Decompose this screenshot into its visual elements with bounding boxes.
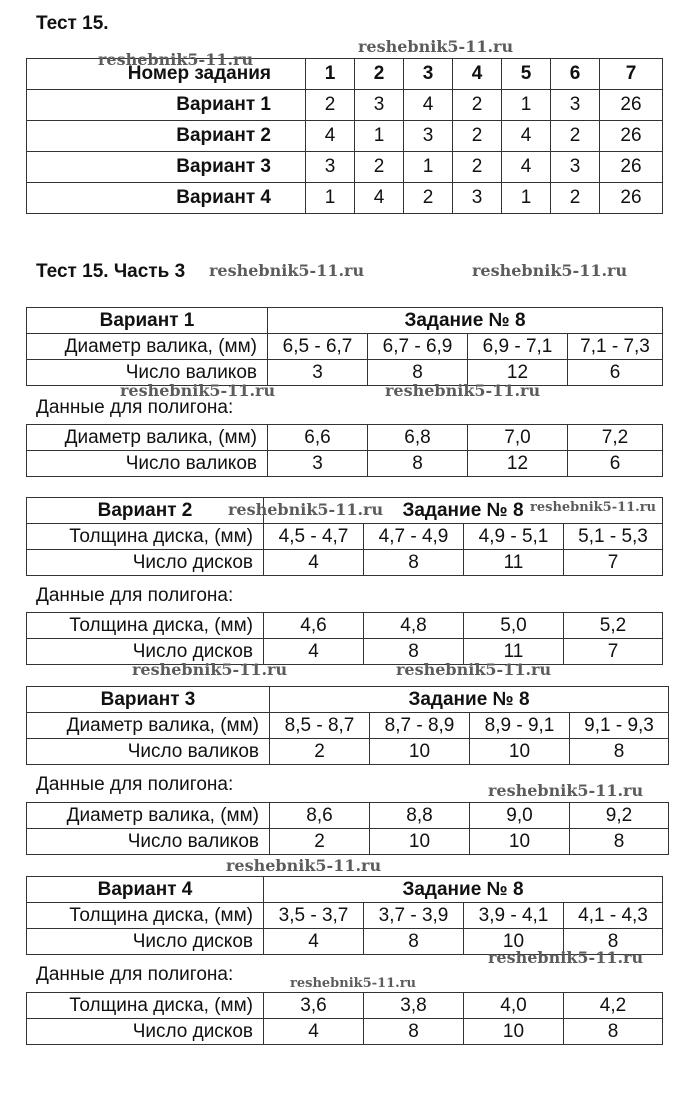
- count-cell: 7: [564, 550, 663, 576]
- task-number: 6: [551, 59, 600, 90]
- count-cell: 8: [368, 360, 468, 386]
- midpoint-cell: 4,6: [264, 613, 364, 639]
- row-label: Вариант 2: [27, 121, 306, 152]
- cell: 4: [355, 183, 404, 214]
- cell: 2: [453, 121, 502, 152]
- count-label: Число дисков: [27, 929, 264, 955]
- count-cell: 10: [370, 829, 470, 855]
- header-label: Номер задания: [27, 59, 306, 90]
- count-cell: 11: [464, 639, 564, 665]
- midpoint-cell: 7,0: [468, 425, 568, 451]
- interval-cell: 4,9 - 5,1: [464, 524, 564, 550]
- variant-1-polygon-table: [26, 424, 663, 477]
- count-label: Число валиков: [27, 451, 268, 477]
- count-cell: 10: [470, 829, 570, 855]
- interval-cell: 4,5 - 4,7: [264, 524, 364, 550]
- interval-cell: 8,7 - 8,9: [370, 713, 470, 739]
- midpoint-cell: 6,8: [368, 425, 468, 451]
- cell: 3: [551, 90, 600, 121]
- watermark: reshebnik5-11.ru: [120, 381, 276, 400]
- count-cell: 6: [568, 451, 663, 477]
- interval-cell: 9,1 - 9,3: [570, 713, 669, 739]
- polygon-label: Данные для полигона:: [36, 774, 234, 795]
- cell: 2: [355, 152, 404, 183]
- row-label: Вариант 1: [27, 90, 306, 121]
- param-label: Толщина диска, (мм): [27, 613, 264, 639]
- interval-cell: 3,5 - 3,7: [264, 903, 364, 929]
- table-row: [27, 121, 663, 152]
- variant-2-polygon-table: [26, 612, 663, 665]
- param-label: Диаметр валика, (мм): [27, 334, 268, 360]
- cell: 26: [600, 152, 663, 183]
- count-cell: 10: [464, 929, 564, 955]
- count-cell: 11: [464, 550, 564, 576]
- midpoint-cell: 5,2: [564, 613, 663, 639]
- task-number: 1: [306, 59, 355, 90]
- count-cell: 4: [264, 1019, 364, 1045]
- part3-title: Тест 15. Часть 3: [36, 261, 186, 282]
- midpoint-cell: 4,0: [464, 993, 564, 1019]
- count-cell: 4: [264, 929, 364, 955]
- watermark: reshebnik5-11.ru: [488, 948, 644, 967]
- count-cell: 8: [364, 639, 464, 665]
- task-label: Задание № 8: [270, 687, 669, 713]
- count-cell: 7: [564, 639, 663, 665]
- cell: 2: [551, 183, 600, 214]
- variant-1-table: [26, 307, 663, 386]
- cell: 26: [600, 183, 663, 214]
- cell: 2: [404, 183, 453, 214]
- cell: 1: [502, 183, 551, 214]
- task-label: Задание № 8: [264, 877, 663, 903]
- param-label: Диаметр валика, (мм): [27, 803, 270, 829]
- variant-4-polygon-table: [26, 992, 663, 1045]
- task-number: 5: [502, 59, 551, 90]
- midpoint-cell: 5,0: [464, 613, 564, 639]
- midpoint-cell: 8,6: [270, 803, 370, 829]
- count-cell: 8: [564, 1019, 663, 1045]
- count-cell: 10: [370, 739, 470, 765]
- watermark: reshebnik5-11.ru: [226, 856, 382, 875]
- midpoint-cell: 8,8: [370, 803, 470, 829]
- answers-table: [26, 58, 663, 214]
- variant-label: Вариант 4: [27, 877, 264, 903]
- count-label: Число дисков: [27, 1019, 264, 1045]
- interval-cell: 8,5 - 8,7: [270, 713, 370, 739]
- count-cell: 12: [468, 360, 568, 386]
- count-label: Число валиков: [27, 739, 270, 765]
- task-number: 7: [600, 59, 663, 90]
- cell: 2: [306, 90, 355, 121]
- watermark: reshebnik5-11.ru: [396, 660, 552, 679]
- watermark: reshebnik5-11.ru: [488, 781, 644, 800]
- variant-3-table: [26, 686, 669, 765]
- interval-cell: 6,5 - 6,7: [268, 334, 368, 360]
- count-label: Число дисков: [27, 639, 264, 665]
- count-label: Число дисков: [27, 550, 264, 576]
- variant-3-polygon-table: [26, 802, 669, 855]
- test-title: Тест 15.: [36, 13, 109, 34]
- count-cell: 8: [564, 929, 663, 955]
- midpoint-cell: 9,2: [570, 803, 669, 829]
- cell: 1: [502, 90, 551, 121]
- cell: 1: [355, 121, 404, 152]
- count-cell: 2: [270, 739, 370, 765]
- param-label: Диаметр валика, (мм): [27, 713, 270, 739]
- variant-label: Вариант 3: [27, 687, 270, 713]
- cell: 4: [404, 90, 453, 121]
- variant-label: Вариант 1: [27, 308, 268, 334]
- cell: 3: [355, 90, 404, 121]
- watermark: reshebnik5-11.ru: [98, 50, 254, 69]
- cell: 3: [551, 152, 600, 183]
- interval-cell: 7,1 - 7,3: [568, 334, 663, 360]
- count-cell: 12: [468, 451, 568, 477]
- midpoint-cell: 9,0: [470, 803, 570, 829]
- count-cell: 8: [570, 829, 669, 855]
- cell: 4: [502, 121, 551, 152]
- task-number: 4: [453, 59, 502, 90]
- cell: 26: [600, 121, 663, 152]
- task-number: 2: [355, 59, 404, 90]
- watermark: reshebnik5-11.ru: [385, 381, 541, 400]
- count-label: Число валиков: [27, 829, 270, 855]
- row-label: Вариант 4: [27, 183, 306, 214]
- midpoint-cell: 3,6: [264, 993, 364, 1019]
- task-label: Задание № 8: [264, 498, 663, 524]
- cell: 2: [453, 90, 502, 121]
- cell: 2: [551, 121, 600, 152]
- count-cell: 6: [568, 360, 663, 386]
- count-cell: 2: [270, 829, 370, 855]
- count-cell: 8: [570, 739, 669, 765]
- interval-cell: 3,9 - 4,1: [464, 903, 564, 929]
- param-label: Толщина диска, (мм): [27, 524, 264, 550]
- midpoint-cell: 6,6: [268, 425, 368, 451]
- count-cell: 4: [264, 550, 364, 576]
- interval-cell: 5,1 - 5,3: [564, 524, 663, 550]
- midpoint-cell: 3,8: [364, 993, 464, 1019]
- count-cell: 10: [470, 739, 570, 765]
- count-cell: 3: [268, 451, 368, 477]
- task-label: Задание № 8: [268, 308, 663, 334]
- cell: 4: [306, 121, 355, 152]
- cell: 26: [600, 90, 663, 121]
- watermark: reshebnik5-11.ru: [472, 261, 628, 280]
- count-cell: 10: [464, 1019, 564, 1045]
- cell: 3: [453, 183, 502, 214]
- watermark: reshebnik5-11.ru: [228, 500, 384, 519]
- interval-cell: 6,7 - 6,9: [368, 334, 468, 360]
- row-label: Вариант 3: [27, 152, 306, 183]
- midpoint-cell: 4,2: [564, 993, 663, 1019]
- polygon-label: Данные для полигона:: [36, 585, 234, 606]
- watermark: reshebnik5-11.ru: [209, 261, 365, 280]
- table-row: [27, 183, 663, 214]
- watermark: reshebnik5-11.ru: [290, 976, 417, 991]
- cell: 1: [404, 152, 453, 183]
- task-number: 3: [404, 59, 453, 90]
- count-cell: 3: [268, 360, 368, 386]
- watermark: reshebnik5-11.ru: [132, 660, 288, 679]
- interval-cell: 4,1 - 4,3: [564, 903, 663, 929]
- param-label: Толщина диска, (мм): [27, 993, 264, 1019]
- count-label: Число валиков: [27, 360, 268, 386]
- interval-cell: 3,7 - 3,9: [364, 903, 464, 929]
- table-row: [27, 90, 663, 121]
- count-cell: 8: [368, 451, 468, 477]
- midpoint-cell: 7,2: [568, 425, 663, 451]
- cell: 3: [306, 152, 355, 183]
- interval-cell: 8,9 - 9,1: [470, 713, 570, 739]
- interval-cell: 6,9 - 7,1: [468, 334, 568, 360]
- watermark: reshebnik5-11.ru: [530, 500, 657, 515]
- variant-label: Вариант 2: [27, 498, 264, 524]
- param-label: Толщина диска, (мм): [27, 903, 264, 929]
- cell: 4: [502, 152, 551, 183]
- polygon-label: Данные для полигона:: [36, 964, 234, 985]
- polygon-label: Данные для полигона:: [36, 397, 234, 418]
- cell: 1: [306, 183, 355, 214]
- table-row: [27, 152, 663, 183]
- watermark: reshebnik5-11.ru: [358, 37, 514, 56]
- variant-4-table: [26, 876, 663, 955]
- count-cell: 4: [264, 639, 364, 665]
- count-cell: 8: [364, 1019, 464, 1045]
- count-cell: 8: [364, 550, 464, 576]
- midpoint-cell: 4,8: [364, 613, 464, 639]
- count-cell: 8: [364, 929, 464, 955]
- interval-cell: 4,7 - 4,9: [364, 524, 464, 550]
- param-label: Диаметр валика, (мм): [27, 425, 268, 451]
- cell: 2: [453, 152, 502, 183]
- cell: 3: [404, 121, 453, 152]
